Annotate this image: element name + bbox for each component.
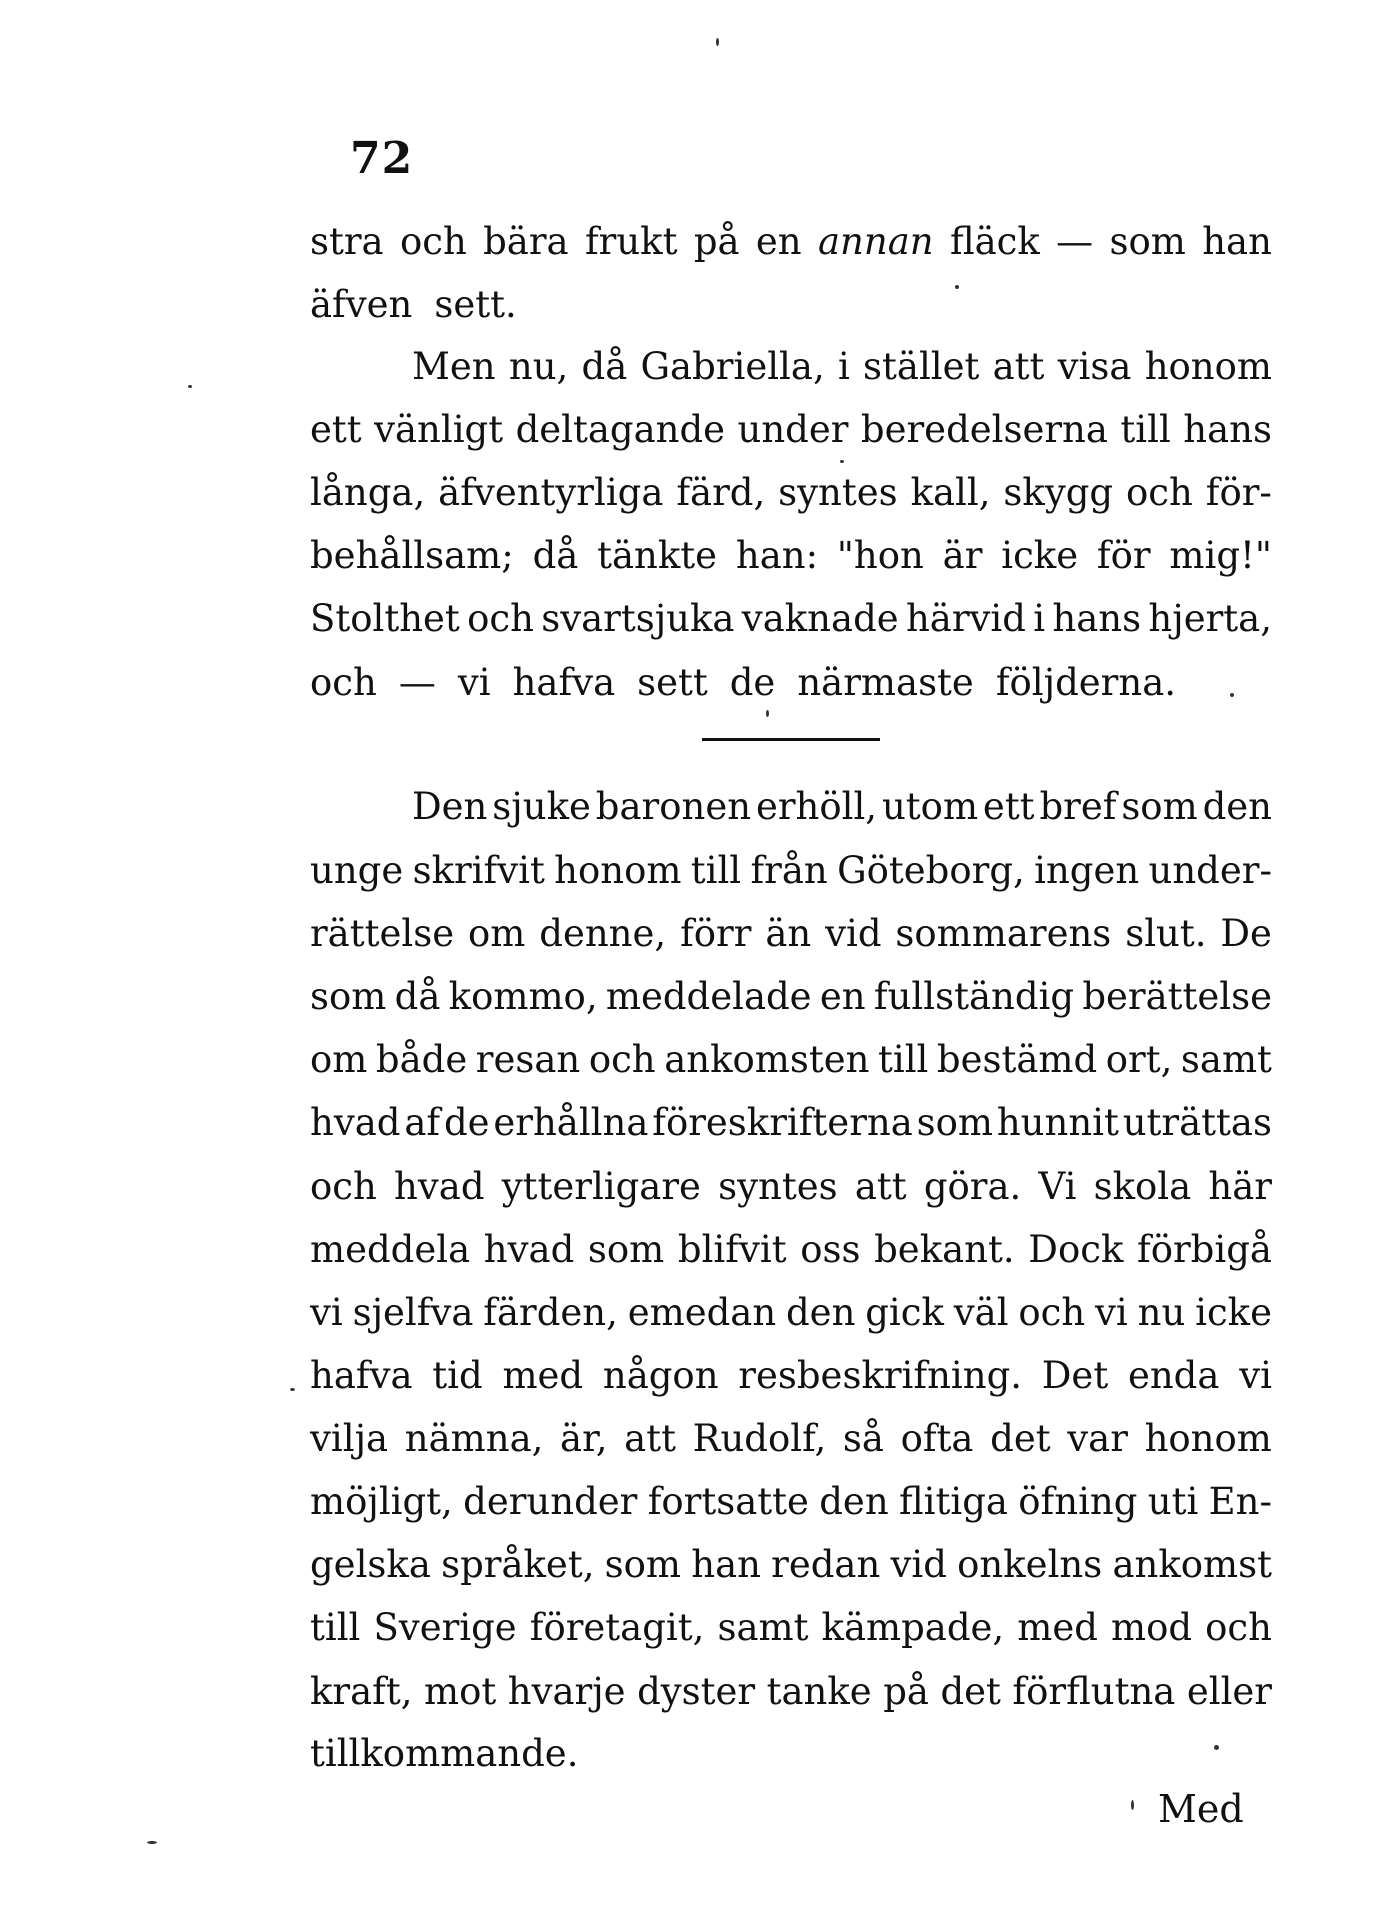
word: resbeskrifning. [738,1354,1023,1397]
word: sjelfva [352,1291,474,1334]
word: — [398,661,436,704]
word: han [691,1543,761,1586]
word: Den [412,785,488,828]
word: då [532,534,579,577]
word: baronen [595,785,752,828]
word: någon [602,1354,719,1397]
word: en [819,975,866,1018]
word: kall, [910,471,991,514]
word: tanke [766,1670,872,1713]
word: då [394,975,441,1018]
word: redan [771,1543,881,1586]
word: färden, [483,1291,618,1334]
word: hjerta, [1148,597,1272,640]
word: tillkommande. [310,1732,579,1775]
word: ankomst [1112,1543,1272,1586]
word: gick [865,1291,944,1334]
word: till [1120,408,1171,451]
word: resan [475,1038,581,1081]
word: ankomsten [664,1038,870,1081]
word: närmaste [797,661,974,704]
word: och [1018,1291,1086,1334]
word: som [1121,785,1198,828]
word: dyster [637,1670,756,1713]
word: om [310,1038,368,1081]
word: vi [457,661,491,704]
word: han [1202,220,1272,263]
word: härvid [905,597,1026,640]
word: hvad [394,1165,485,1208]
word: hunnit [996,1101,1119,1144]
text-line [310,1291,1272,1334]
word: syntes [718,1165,838,1208]
word: en [755,220,802,263]
speck [955,285,959,289]
word: både [375,1038,468,1081]
speck [1230,693,1234,697]
word: i [1033,597,1046,640]
word: följderna. [995,661,1177,704]
word: nämna, [404,1417,544,1460]
word: och [467,597,534,640]
word: och [1205,1606,1272,1649]
text-line [310,1480,1272,1523]
word: kommo, [448,975,598,1018]
word: Sverige [373,1606,517,1649]
word: förbigå [1137,1228,1272,1271]
word: mot [424,1670,497,1713]
word: de [729,661,776,704]
text-line [310,1543,1272,1586]
word: som [1109,220,1186,263]
word: fortsatte [647,1480,809,1523]
word: till [310,1606,361,1649]
word: möjligt, [310,1480,453,1523]
word: hvarje [507,1670,626,1713]
word: utom [881,785,979,828]
word: som [587,1228,665,1271]
word: Dock [1028,1228,1124,1271]
page-number: 72 [350,133,414,184]
speck [1131,1800,1134,1810]
word: af [404,1101,441,1144]
word: syntes [778,471,898,514]
word: mig!" [1169,534,1272,577]
word: ett [310,408,362,451]
word: unge [310,849,404,892]
word: ingen [1034,849,1140,892]
word: vid [825,912,882,955]
word: nu [1137,1291,1186,1334]
word: hvad [483,1228,575,1271]
word: De [1220,912,1272,955]
text-line [310,1670,1272,1713]
text-line [310,471,1272,514]
word: meddela [310,1228,471,1271]
word: ytterligare [501,1165,701,1208]
text-line [310,1101,1272,1144]
word: Stolthet [310,597,460,640]
word: Det [1041,1354,1109,1397]
word: fläck [949,220,1040,263]
word: vänligt [374,408,504,451]
word: han: [735,534,819,577]
word: och [399,220,467,263]
word: fullständig [873,975,1075,1018]
text-line [310,1732,1272,1775]
word: företagit, [529,1606,705,1649]
word: bref [1039,785,1117,828]
text-line [310,1354,1272,1397]
text-line [310,1606,1272,1649]
word: på [693,220,740,263]
word: i [837,345,850,388]
word: så [842,1417,884,1460]
word: till [690,849,742,892]
word: med [502,1354,584,1397]
word: långa, [310,471,426,514]
word: deltagande [515,408,726,451]
word: gelska [310,1543,431,1586]
word: hvad [310,1101,401,1144]
word: äfven [310,283,413,326]
text-line [310,534,1272,577]
word: om [468,912,526,955]
word: honom [1144,345,1272,388]
word: det [940,1670,1001,1713]
word: kraft, [310,1670,413,1713]
word: som [310,975,387,1018]
speck [147,1841,157,1844]
word: sett [637,661,708,704]
word: onkelns [957,1543,1103,1586]
word: Gabriella, [640,345,825,388]
word: bära [483,220,569,263]
word: rättelse [310,912,455,955]
speck [1214,1745,1219,1750]
word: skygg [1003,471,1114,514]
catchword: Med [1158,1787,1244,1831]
word: förr [680,912,752,955]
word: på [883,1670,929,1713]
word: hans [1183,408,1272,451]
word: under- [1148,849,1272,892]
word: bestämd [936,1038,1098,1081]
word: stället [863,345,980,388]
word: emedan [627,1291,777,1334]
word: vid [890,1543,947,1586]
word: öfning [1018,1480,1138,1523]
speck [840,460,844,463]
word: flitiga [898,1480,1008,1523]
word: enda [1127,1354,1220,1397]
word: vi [1239,1354,1272,1397]
word: hans [1052,597,1142,640]
word: sommarens [895,912,1112,955]
word: det [990,1417,1051,1460]
word: att [624,1417,676,1460]
word: icke [1001,534,1079,577]
text-line [310,283,1272,326]
word: nu, [508,345,569,388]
word: de [443,1101,490,1144]
word: ort, [1105,1038,1173,1081]
word: den [819,1480,889,1523]
speck [716,38,719,46]
word: föreskrifterna [652,1101,913,1144]
word: svartsjuka [541,597,735,640]
word: vaknade [741,597,899,640]
word: än [765,912,812,955]
word: stra [310,220,384,263]
word: erhållna [493,1101,649,1144]
text-line [310,661,1272,704]
section-separator [702,738,880,741]
word: uträttas [1122,1101,1272,1144]
word: vi [1095,1291,1128,1334]
word: den [786,1291,856,1334]
word: från [750,849,828,892]
word: skola [1093,1165,1192,1208]
word: Vi [1038,1165,1077,1208]
word: beredelserna [860,408,1108,451]
word: visa [1057,345,1132,388]
word: kämpade, [821,1606,1005,1649]
word: vi [310,1291,343,1334]
word: och [1126,471,1193,514]
speck [290,1388,295,1391]
word: att [854,1165,907,1208]
word: denne, [539,912,667,955]
word: "hon [836,534,924,577]
word: är, [560,1417,608,1460]
word: göra. [923,1165,1022,1208]
word: är [942,534,983,577]
word: färd, [676,471,766,514]
word: vilja [310,1417,389,1460]
word: att [992,345,1045,388]
word: uti [1147,1480,1199,1523]
word: hafva [512,661,616,704]
word: bekant. [874,1228,1015,1271]
word: den [1202,785,1272,828]
word: blifvit [677,1228,787,1271]
word: samt [1180,1038,1272,1081]
word: och [310,1165,377,1208]
word: för- [1205,471,1272,514]
word: sett. [434,283,517,326]
speck [188,385,192,388]
word: och [588,1038,656,1081]
word: behållsam; [310,534,514,577]
word: Göteborg, [837,849,1025,892]
word: frukt [584,220,678,263]
word: tänkte [597,534,718,577]
word: för [1096,534,1151,577]
word: här [1208,1165,1272,1208]
word: Men [412,345,496,388]
word: slut. [1125,912,1207,955]
word: äfventyrliga [438,471,664,514]
text-line [310,220,1272,263]
word: honom [1144,1417,1272,1460]
word: var [1067,1417,1128,1460]
text-line [412,345,1272,388]
text-line [310,597,1272,640]
text-line [310,912,1272,955]
word: En- [1208,1480,1272,1523]
word: hafva [310,1354,413,1397]
word: mod [1110,1606,1193,1649]
word: väl [953,1291,1009,1334]
word: icke [1195,1291,1272,1334]
word: — [1056,220,1094,263]
word: derunder [463,1480,638,1523]
text-line [310,975,1272,1018]
word: erhöll, [755,785,878,828]
word: då [581,345,628,388]
word: ett [982,785,1035,828]
word: berättelse [1082,975,1272,1018]
word: med [1017,1606,1098,1649]
text-line [310,408,1272,451]
word: Rudolf, [692,1417,827,1460]
word: som [916,1101,993,1144]
text-line [310,1165,1272,1208]
word: ofta [900,1417,974,1460]
word: tid [432,1354,483,1397]
word: oss [800,1228,861,1271]
word: honom [554,849,682,892]
text-line [412,785,1272,828]
word: samt [717,1606,809,1649]
text-line [310,1228,1272,1271]
word: förflutna [1012,1670,1176,1713]
word: sjuke [492,785,591,828]
word: språket, [441,1543,595,1586]
word: under [737,408,849,451]
text-line [310,1038,1272,1081]
word: som [604,1543,682,1586]
text-line [310,1417,1272,1460]
speck [766,710,769,717]
word: och [310,661,377,704]
word: annan [817,220,934,263]
word: till [878,1038,929,1081]
word: meddelade [605,975,812,1018]
word: eller [1186,1670,1272,1713]
text-line [310,849,1272,892]
word: skrifvit [412,849,545,892]
